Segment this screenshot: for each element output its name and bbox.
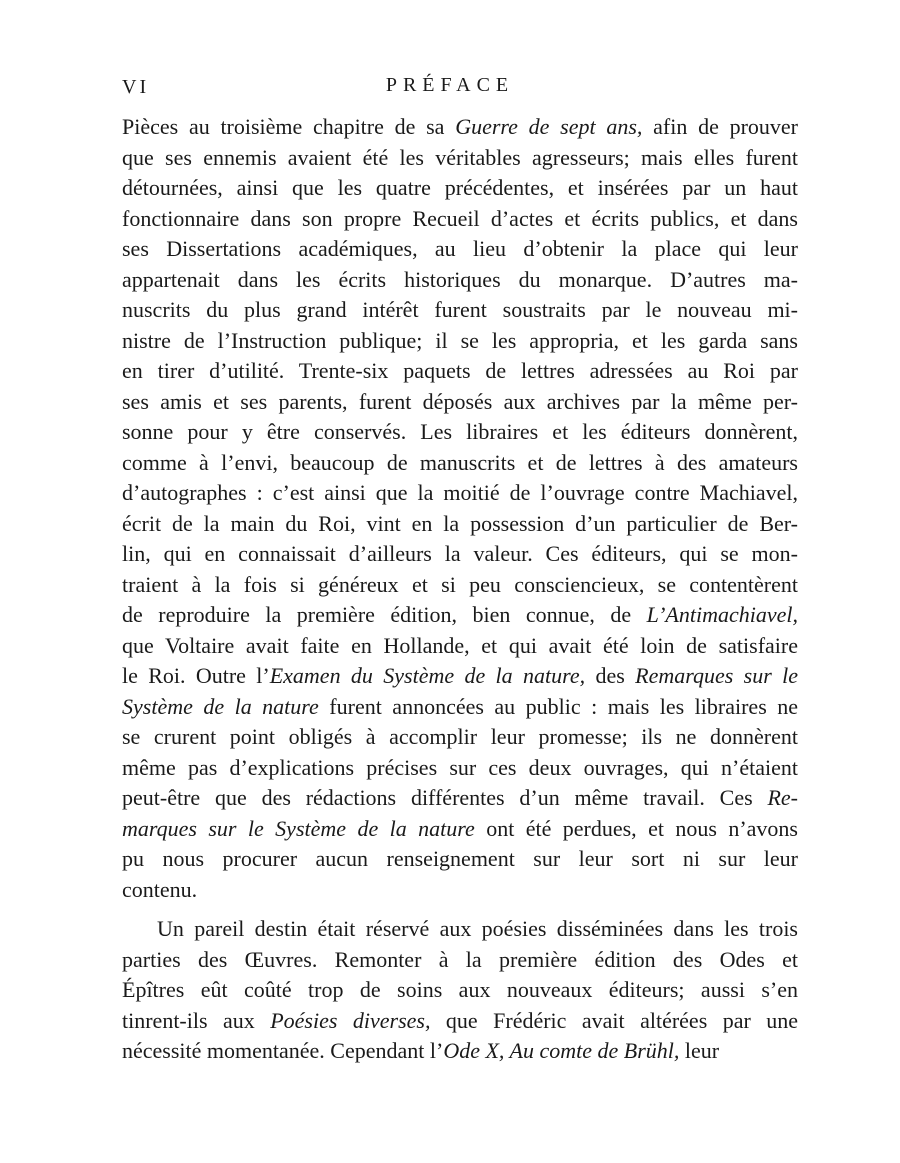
page-header <box>0 74 900 102</box>
text-line <box>122 875 798 906</box>
text-run: appartenait dans les écrits historiques du monarque. D’autres ma- <box>122 266 798 292</box>
text-run: pu nous procurer aucun renseignement sur leur sort ni sur leur <box>122 846 798 871</box>
running-title: PRÉFACE <box>385 74 515 96</box>
text-run: nécessité momentanée. Cependant l’ <box>122 1038 444 1063</box>
text-line <box>122 265 798 296</box>
text-line <box>122 945 798 976</box>
text-line <box>122 478 798 509</box>
text-run: ses amis et ses parents, furent déposés aux archives par la même per- <box>122 388 798 414</box>
text-line <box>122 143 798 174</box>
text-run: peut-être que des rédactions différentes d’un même travail. Ces <box>122 785 768 810</box>
text-line <box>122 1006 798 1037</box>
text-run: afin de prouver <box>642 114 798 139</box>
text-line <box>122 692 798 723</box>
text-run: le Roi. Outre l’ <box>122 663 270 688</box>
text-run: fonctionnaire dans son propre Recueil d’actes et écrits publics, et dans <box>122 205 798 231</box>
text-run: ses Dissertations académiques, au lieu d’obtenir la place qui leur <box>122 236 798 261</box>
text-run: en tirer d’utilité. Trente-six paquets de lettres adressées au Roi par <box>122 358 798 383</box>
text-run: sonne pour y être conservés. Les libraires et les éditeurs donnèrent, <box>122 419 798 444</box>
text-run: Pièces au troisième chapitre de sa <box>122 114 456 139</box>
text-line <box>122 326 798 357</box>
italic-text: Examen du Système de la nature, <box>269 663 586 688</box>
page-number: VI <box>122 76 150 98</box>
italic-text: marques sur le Système de la nature <box>122 815 475 841</box>
italic-text: Système de la nature <box>122 693 319 719</box>
text-line <box>122 722 798 753</box>
text-line <box>122 975 798 1006</box>
italic-text: Ode X, Au comte de Brühl, <box>443 1038 680 1063</box>
text-run: écrit de la main du Roi, vint en la possession d’un particulier de Ber- <box>122 510 798 536</box>
text-line <box>122 295 798 326</box>
paragraph <box>122 914 798 1067</box>
text-line <box>122 753 798 784</box>
text-run: détournées, ainsi que les quatre précédentes, et insérées par un haut <box>122 175 798 200</box>
text-run: des <box>585 663 636 688</box>
italic-text: Re- <box>767 785 798 810</box>
text-run: ont été perdues, et nous n’avons <box>474 815 798 841</box>
text-line <box>122 814 798 845</box>
text-run: que Voltaire avait faite en Hollande, et qui avait été loin de satisfaire <box>122 632 798 658</box>
text-run: Épîtres eût coûté trop de soins aux nouveaux éditeurs; aussi s’en <box>122 977 798 1002</box>
text-line <box>122 844 798 875</box>
paragraph-gap <box>122 905 798 914</box>
text-line <box>122 600 798 631</box>
text-run: d’autographes : c’est ainsi que la moitié de l’ouvrage contre Machiavel, <box>122 480 798 505</box>
text-run: nistre de l’Instruction publique; il se les appropria, et les garda sans <box>122 327 798 353</box>
text-line <box>122 448 798 479</box>
text-line <box>122 661 798 692</box>
text-run: Un pareil destin était réservé aux poésies disséminées dans les trois <box>157 916 798 941</box>
text-line <box>122 234 798 265</box>
text-line <box>122 356 798 387</box>
text-run: se crurent point obligés à accomplir leur promesse; ils ne donnèrent <box>122 724 798 749</box>
text-run: même pas d’explications précises sur ces deux ouvrages, qui n’étaient <box>122 754 798 780</box>
text-run: que ses ennemis avaient été les véritables agresseurs; mais elles furent <box>122 144 798 170</box>
paragraph <box>122 112 798 905</box>
text-line <box>122 509 798 540</box>
text-line <box>122 539 798 570</box>
text-run: nuscrits du plus grand intérêt furent soustraits par le nouveau mi- <box>122 297 798 322</box>
text-run: traient à la fois si généreux et si peu consciencieux, se contentèrent <box>122 571 798 597</box>
text-line <box>122 1036 798 1067</box>
text-line <box>122 914 798 945</box>
text-line <box>122 112 798 143</box>
text-run: tinrent-ils aux <box>122 1007 271 1033</box>
text-run: comme à l’envi, beaucoup de manuscrits et de lettres à des amateurs <box>122 449 798 475</box>
text-line <box>122 173 798 204</box>
text-line <box>122 570 798 601</box>
text-line <box>122 631 798 662</box>
text-run: parties des Œuvres. Remonter à la première édition des Odes et <box>122 946 798 972</box>
text-line <box>122 204 798 235</box>
text-run: lin, qui en connaissait d’ailleurs la valeur. Ces éditeurs, qui se mon- <box>122 541 798 566</box>
text-line <box>122 417 798 448</box>
text-run: contenu. <box>122 876 198 902</box>
italic-text: Poésies diverses, <box>270 1007 431 1033</box>
italic-text: L’Antimachiavel, <box>646 602 798 627</box>
text-run: furent annoncées au public : mais les libraires ne <box>318 693 798 719</box>
text-run: que Frédéric avait altérées par une <box>430 1007 799 1033</box>
body-text <box>122 112 798 1067</box>
italic-text: Guerre de sept ans, <box>455 114 643 139</box>
text-run: leur <box>679 1038 720 1063</box>
text-line <box>122 783 798 814</box>
text-run: de reproduire la première édition, bien connue, de <box>122 602 647 627</box>
text-line <box>122 387 798 418</box>
italic-text: Remarques sur le <box>635 663 798 688</box>
